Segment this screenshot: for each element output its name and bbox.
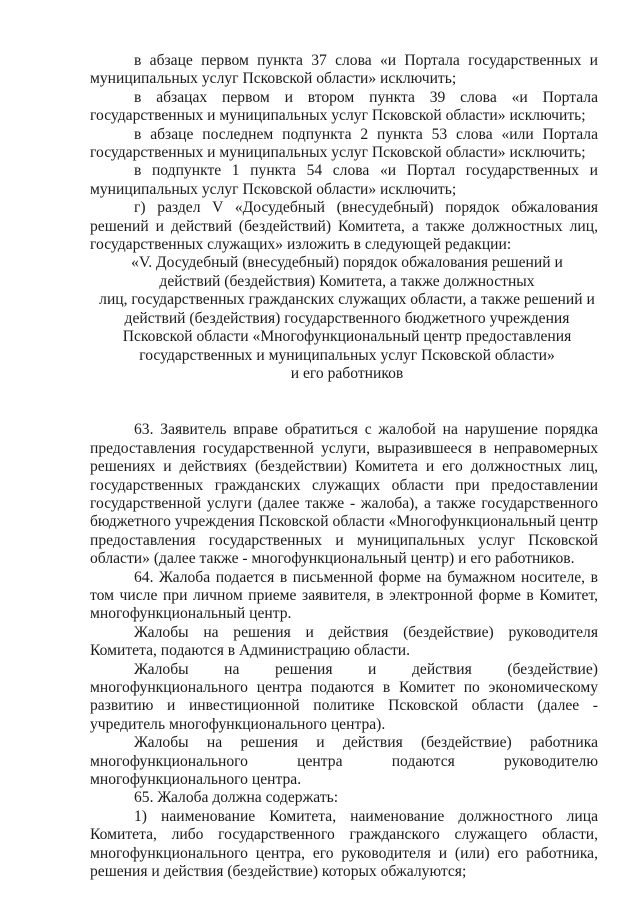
section-heading-line: государственных и муниципальных услуг Псковской области» [139,346,555,364]
body-paragraph: 1) наименование Комитета, наименование должностного лица Комитета, либо государственного гражданского служащего области, многофункционального центра, его руководителя и (или) его работника, решения и действия (бездействие) которых обжалуются; [90,807,598,881]
section-heading-line: «V. Досудебный (внесудебный) порядок обжалования решений и [131,254,563,272]
body-paragraph: 64. Жалоба подается в письменной форме на бумажном носителе, в том числе при личном приеме заявителя, в электронной форме в Комитет, многофункциональный центр. [90,568,598,623]
body-paragraph: 63. Заявитель вправе обратиться с жалобой на нарушение порядка предоставления государственной услуги, выразившееся в неправомерных решениях и действиях (бездействии) Комитета и его должностных лиц, государственных гражданских служащих области при предоставлении государственной услуги (далее также - жалоба), а также государственного бюджетного учреждения Псковской области «Многофункциональный центр предоставления государственных и муниципальных услуг Псковской области» (далее также - многофункциональный центр) и его работников. [90,421,598,568]
section-heading [96,254,598,383]
section-heading-line: лиц, государственных гражданских служащих области, а также решений и [99,291,595,309]
body-paragraph: Жалобы на решения и действия (бездействие) работника многофункционального центра подаются руководителю многофункционального центра. [90,734,598,789]
document-page [90,52,598,881]
section-heading-line: Псковской области «Многофункциональный центр предоставления [122,328,572,346]
amendment-paragraph: в подпункте 1 пункта 54 слова «и Портал государственных и муниципальных услуг Псковской области» исключить; [90,162,598,198]
amendment-paragraph: г) раздел V «Досудебный (внесудебный) порядок обжалования решений и действий (бездействий) Комитета, а также должностных лиц, государственных служащих» изложить в следующей редакции: [90,199,598,254]
section-heading-line: действий (бездействия) государственного бюджетного учреждения [124,309,570,327]
section-heading-line: действий (бездействия) Комитета, а также должностных [159,272,535,290]
amendment-paragraph: в абзацах первом и втором пункта 39 слова «и Портала государственных и муниципальных услуг Псковской области» исключить; [90,88,598,125]
section-heading-line: и его работников [290,364,404,382]
amendment-paragraph: в абзаце последнем подпункта 2 пункта 53 слова «или Портала государственных и муниципальных услуг Псковской области» исключить; [90,125,598,162]
section-spacer [90,383,598,421]
body-paragraph: 65. Жалоба должна содержать: [134,789,339,807]
amendment-paragraph: в абзаце первом пункта 37 слова «и Портала государственных и муниципальных услуг Псковской области» исключить; [90,52,598,88]
amendments-list [90,52,598,254]
body-paragraph: Жалобы на решения и действия (бездействие) руководителя Комитета, подаются в Администрацию области. [90,623,598,660]
body-paragraph: Жалобы на решения и действия (бездействие) многофункционального центра подаются в Комитет по экономическому развитию и инвестиционной политике Псковской области (далее - учредитель многофункционального центра). [90,660,598,733]
section-body [90,421,598,881]
